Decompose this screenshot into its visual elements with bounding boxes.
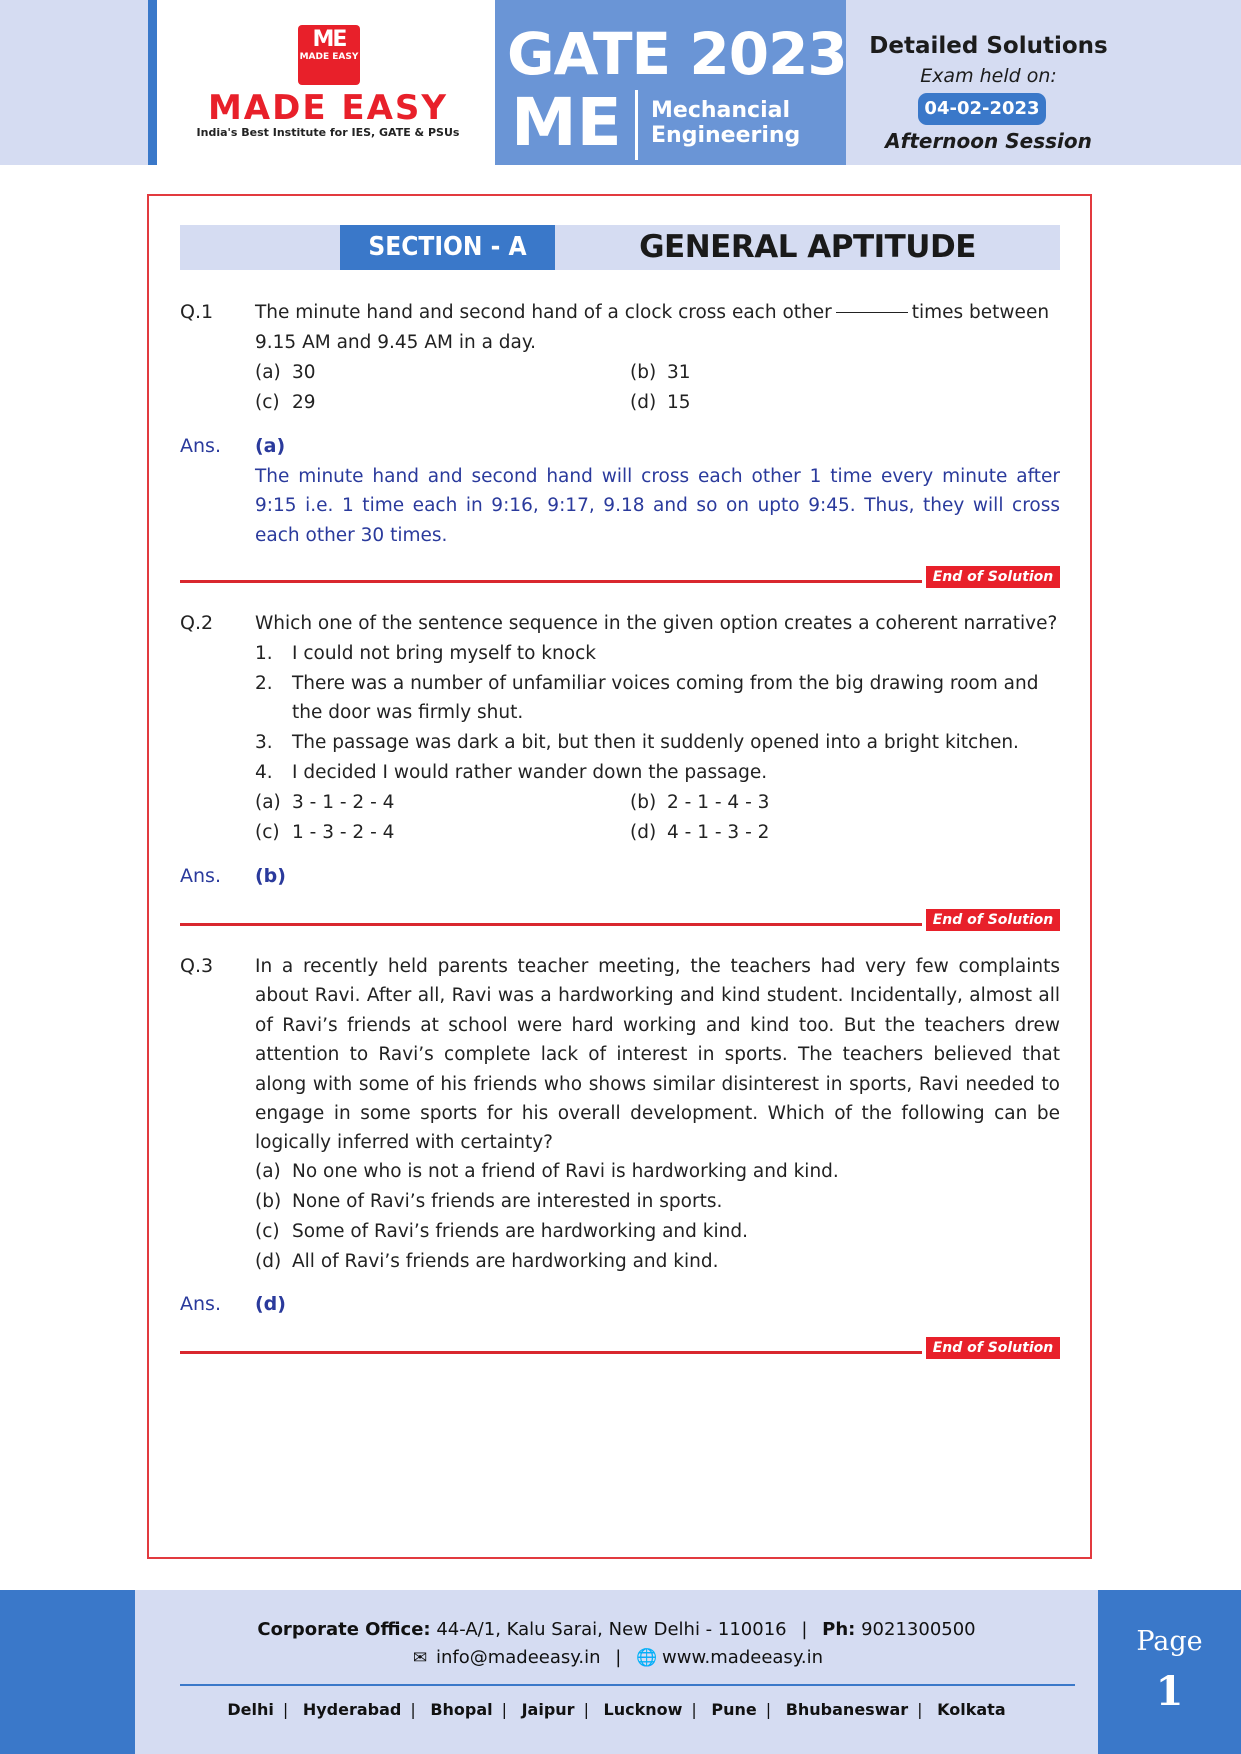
separator: | xyxy=(765,1700,772,1719)
option-text: All of Ravi’s friends are hardworking and kind. xyxy=(292,1251,719,1272)
section-label: SECTION - A xyxy=(340,225,555,270)
list-item xyxy=(255,669,1038,698)
option-label: (c) xyxy=(255,1221,280,1242)
option-text: 3 - 1 - 2 - 4 xyxy=(292,792,395,813)
option-text: 1 - 3 - 2 - 4 xyxy=(292,822,395,843)
option-text: 29 xyxy=(292,392,316,413)
globe-icon: 🌐 xyxy=(636,1648,658,1668)
exam-held-label: Exam held on: xyxy=(920,65,1057,87)
exam-title-panel xyxy=(495,0,846,165)
option-a xyxy=(255,358,316,387)
option-d xyxy=(630,388,691,417)
exam-title: GATE 2023 xyxy=(507,20,847,88)
option-c xyxy=(255,818,394,847)
option-label: (a) xyxy=(255,792,281,813)
option-b xyxy=(630,788,769,817)
list-item-text: The passage was dark a bit, but then it suddenly opened into a bright kitchen. xyxy=(292,732,1019,753)
city-item: Bhubaneswar xyxy=(785,1700,909,1719)
paper-department xyxy=(651,98,800,148)
email-link[interactable]: info@madeeasy.in xyxy=(435,1647,601,1668)
option-d xyxy=(630,818,769,847)
list-item xyxy=(255,758,767,787)
list-item xyxy=(255,639,596,668)
solution-divider xyxy=(180,1351,922,1354)
list-item-number: 2. xyxy=(255,673,273,694)
contact-links xyxy=(135,1647,1098,1668)
department-line-1: Mechancial xyxy=(651,98,790,123)
phone-label: Ph: xyxy=(822,1619,856,1640)
paper-code: ME xyxy=(511,84,622,161)
separator: | xyxy=(410,1700,416,1719)
section-title: GENERAL APTITUDE xyxy=(639,229,976,265)
question-text-part: times between xyxy=(911,302,1050,323)
option-label: (a) xyxy=(255,1161,281,1182)
solution-divider xyxy=(180,580,922,583)
question-text xyxy=(255,298,1060,327)
separator: | xyxy=(583,1700,589,1719)
city-item: Hyderabad xyxy=(302,1700,402,1719)
list-item-continuation: the door was firmly shut. xyxy=(292,702,524,723)
question-number: Q.1 xyxy=(180,301,214,323)
option-label: (c) xyxy=(255,822,280,843)
solution-divider xyxy=(180,923,922,926)
logo-tagline: India's Best Institute for IES, GATE & PSUs xyxy=(196,126,460,139)
option-label: (c) xyxy=(255,392,280,413)
question-text-line: 9.15 AM and 9.45 AM in a day. xyxy=(255,332,537,353)
question-number: Q.2 xyxy=(180,612,214,634)
footer-accent xyxy=(0,1590,135,1754)
city-item: Bhopal xyxy=(430,1700,493,1719)
office-address: 44-A/1, Kalu Sarai, New Delhi - 110016 xyxy=(436,1619,787,1640)
option-c xyxy=(255,388,316,417)
answer-explanation: The minute hand and second hand will cross each other 1 time every minute after 9:15 i.e. 1 time each in 9:16, 9:17, 9.18 and so on upto 9:45. Thus, they will cross each other 30 times. xyxy=(255,466,1060,546)
logo-wordmark: MADE EASY xyxy=(207,88,449,128)
option-label: (a) xyxy=(255,362,281,383)
separator: | xyxy=(917,1700,923,1719)
city-item: Kolkata xyxy=(937,1700,1006,1719)
end-of-solution-tag: End of Solution xyxy=(926,1337,1060,1359)
question-text-part: The minute hand and second hand of a clock cross each other xyxy=(255,302,832,323)
option-label: (d) xyxy=(630,392,657,413)
separator: | xyxy=(615,1647,622,1668)
list-item-number: 3. xyxy=(255,732,273,753)
logo-emblem xyxy=(298,25,360,85)
city-item: Lucknow xyxy=(603,1700,683,1719)
question-text: In a recently held parents teacher meeting, the teachers had very few complaints about Ravi. After all, Ravi was a hardworking and kind student. Incidentally, almost all of Ravi’s friends at school were hard working and kind too. But the teachers drew attention to Ravi’s complete lack of interest in sports. The teachers believed that along with some of his friends who shows similar disinterest in sports, Ravi needed to engage in some sports for his overall development. Which of the following can be logically inferred with certainty? xyxy=(255,956,1060,1154)
option-text: None of Ravi’s friends are interested in sports. xyxy=(292,1191,723,1212)
option-text: 30 xyxy=(292,362,316,383)
option-label: (b) xyxy=(630,362,657,383)
answer-blank xyxy=(836,312,908,313)
separator: | xyxy=(801,1619,808,1640)
list-item-text: There was a number of unfamiliar voices coming from the big drawing room and xyxy=(292,673,1039,694)
branch-cities xyxy=(135,1700,1098,1719)
option-label: (b) xyxy=(630,792,657,813)
option-text: 15 xyxy=(667,392,691,413)
phone-number: 9021300500 xyxy=(861,1619,976,1640)
solutions-heading: Detailed Solutions xyxy=(869,33,1108,59)
department-line-2: Engineering xyxy=(651,123,801,148)
option-label: (d) xyxy=(255,1251,282,1272)
list-item-number: 4. xyxy=(255,762,273,783)
separator: | xyxy=(282,1700,289,1719)
option-c xyxy=(255,1217,748,1246)
exam-session: Afternoon Session xyxy=(885,129,1092,153)
page-number: 1 xyxy=(1155,1668,1184,1715)
page-label: Page xyxy=(1136,1626,1203,1657)
option-text: 2 - 1 - 4 - 3 xyxy=(667,792,770,813)
list-item xyxy=(255,728,1019,757)
list-item-text: I decided I would rather wander down the passage. xyxy=(292,762,768,783)
answer-key: (b) xyxy=(255,865,286,887)
section-header xyxy=(180,225,1060,270)
option-text: 4 - 1 - 3 - 2 xyxy=(667,822,770,843)
option-label: (b) xyxy=(255,1191,282,1212)
list-item-number: 1. xyxy=(255,643,273,664)
option-text: Some of Ravi’s friends are hardworking and kind. xyxy=(292,1221,748,1242)
option-d xyxy=(255,1247,718,1276)
logo-emblem-bottom: MADE EASY xyxy=(299,52,359,62)
separator: | xyxy=(691,1700,697,1719)
brand-logo xyxy=(148,0,495,165)
footer-divider xyxy=(180,1684,1075,1686)
option-text: No one who is not a friend of Ravi is hardworking and kind. xyxy=(292,1161,839,1182)
end-of-solution-tag: End of Solution xyxy=(926,909,1060,931)
option-b xyxy=(630,358,691,387)
end-of-solution-tag: End of Solution xyxy=(926,566,1060,588)
city-item: Jaipur xyxy=(521,1700,575,1719)
option-a xyxy=(255,788,394,817)
footer-band xyxy=(0,1590,1241,1754)
exam-info-panel xyxy=(846,0,1131,165)
website-link[interactable]: www.madeeasy.in xyxy=(662,1647,824,1668)
title-divider xyxy=(635,90,638,160)
logo-emblem-top: ME xyxy=(312,27,346,52)
answer-label: Ans. xyxy=(180,1293,221,1315)
answer-key: (a) xyxy=(255,435,286,457)
option-label: (d) xyxy=(630,822,657,843)
list-item-text: I could not bring myself to knock xyxy=(292,643,596,664)
option-text: 31 xyxy=(667,362,691,383)
answer-label: Ans. xyxy=(180,865,221,887)
answer-label: Ans. xyxy=(180,435,221,457)
separator: | xyxy=(501,1700,508,1719)
corporate-office xyxy=(135,1619,1098,1640)
office-label: Corporate Office: xyxy=(257,1619,431,1640)
exam-date-badge: 04-02-2023 xyxy=(918,93,1046,125)
mail-icon: ✉ xyxy=(412,1648,428,1668)
answer-key: (d) xyxy=(255,1293,286,1315)
option-b xyxy=(255,1187,722,1216)
question-text: Which one of the sentence sequence in the given option creates a coherent narrative? xyxy=(255,613,1058,634)
question-number: Q.3 xyxy=(180,955,214,977)
city-item: Pune xyxy=(711,1700,757,1719)
page-indicator xyxy=(1098,1590,1241,1754)
city-item: Delhi xyxy=(227,1700,274,1719)
option-a xyxy=(255,1157,839,1186)
